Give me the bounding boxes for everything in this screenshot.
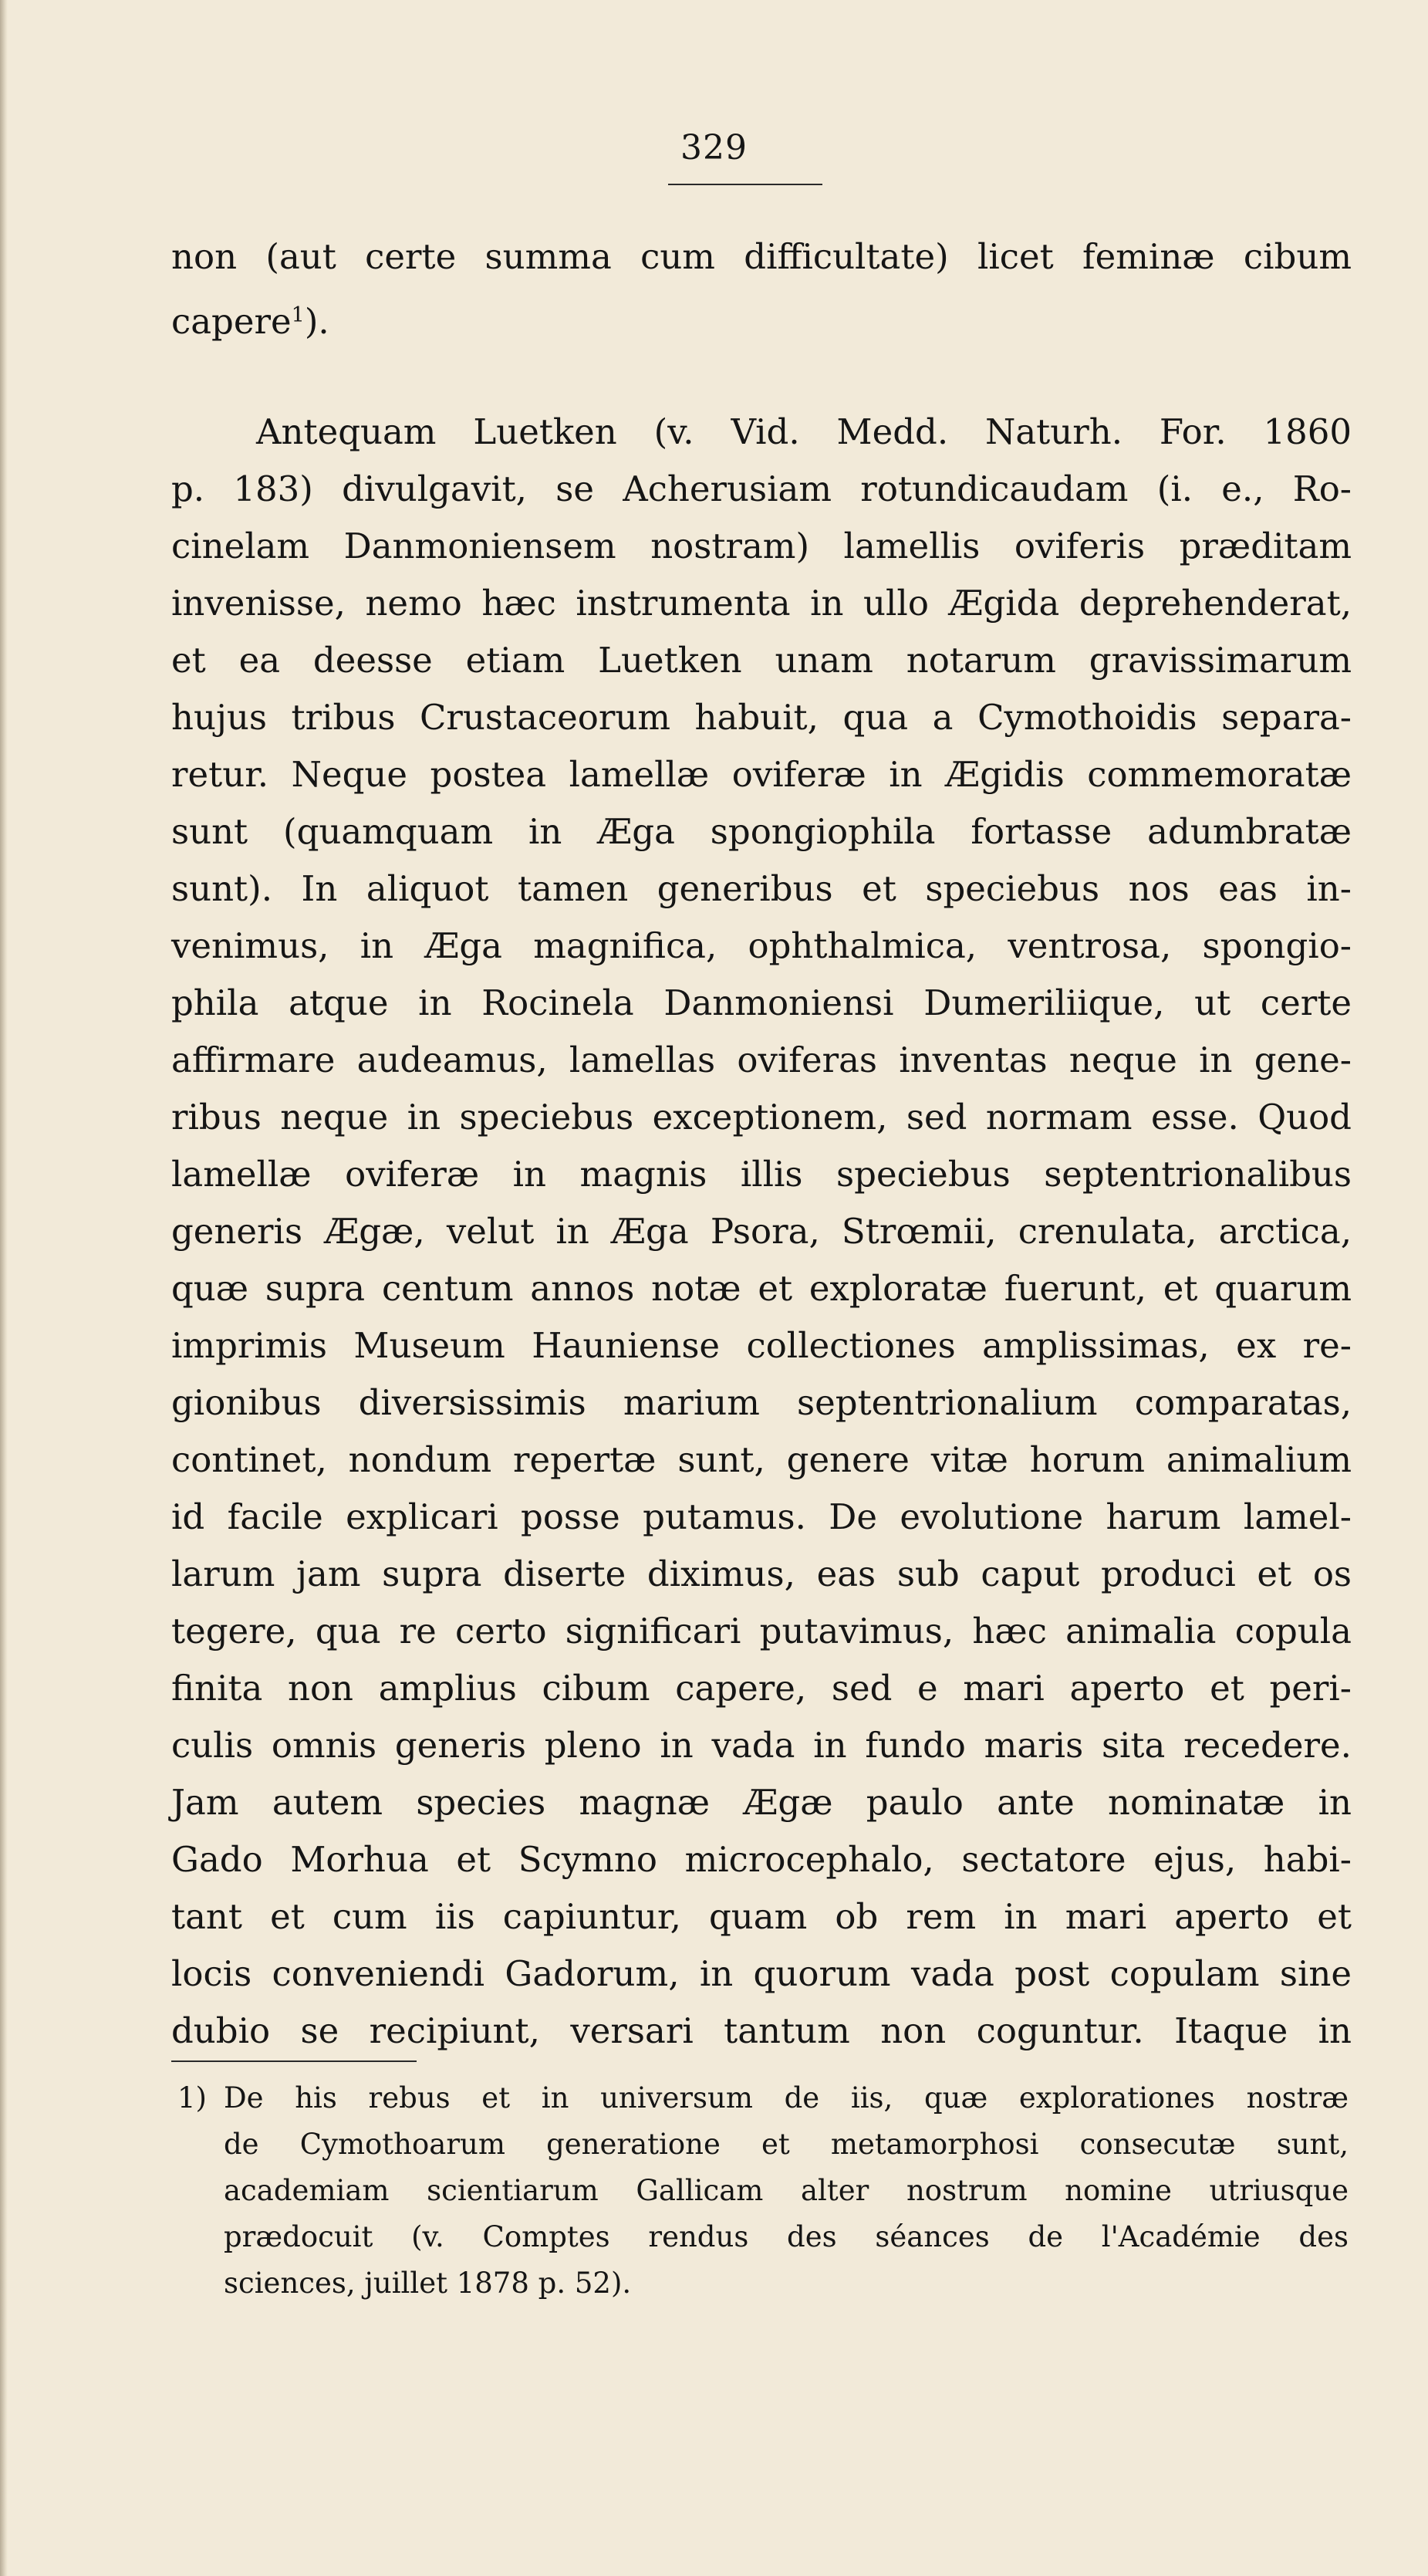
text-line: tegere, qua re certo significari putavimus, hæc animalia copula [171,1611,1352,1651]
text-line: invenisse, nemo hæc instrumenta in ullo Ægida deprehenderat, [171,583,1352,624]
text-line: p. 183) divulgavit, se Acherusiam rotundicaudam (i. e., Ro- [171,468,1352,509]
text-line: hujus tribus Crustaceorum habuit, qua a Cymothoidis separa- [171,697,1352,738]
footnote-line: academiam scientiarum Gallicam alter nostrum nomine utriusque [224,2174,1349,2207]
text-line: lamellæ oviferæ in magnis illis speciebus septentrionalibus [171,1154,1352,1195]
text-line: locis conveniendi Gadorum, in quorum vada post copulam sine [171,1953,1352,1994]
text-fragment: capere [171,301,292,342]
text-fragment: ). [304,301,329,342]
text-line: sunt). In aliquot tamen generibus et speciebus nos eas in- [171,868,1352,909]
text-line-indented: Antequam Luetken (v. Vid. Medd. Naturh. For. 1860 [256,411,1352,452]
text-line: non (aut certe summa cum difficultate) licet feminæ cibum [171,236,1352,277]
text-line: continet, nondum repertæ sunt, genere vitæ horum animalium [171,1439,1352,1480]
text-line: phila atque in Rocinela Danmoniensi Dumeriliique, ut certe [171,982,1352,1023]
text-line: generis Ægæ, velut in Æga Psora, Strœmii, crenulata, arctica, [171,1211,1352,1252]
footnote-marker: 1) [177,2081,207,2115]
text-line: imprimis Museum Hauniense collectiones amplissimas, ex re- [171,1325,1352,1366]
text-line: culis omnis generis pleno in vada in fundo maris sita recedere. [171,1725,1352,1766]
text-line [171,300,1352,343]
text-line: dubio se recipiunt, versari tantum non coguntur. Itaque in [171,2010,1352,2051]
text-line: gionibus diversissimis marium septentrionalium comparatas, [171,1382,1352,1423]
page-number: 329 [680,128,748,167]
text-line: sunt (quamquam in Æga spongiophila fortasse adumbratæ [171,811,1352,852]
text-line: affirmare audeamus, lamellas oviferas inventas neque in gene- [171,1040,1352,1080]
footnote-rule [171,2060,417,2062]
text-line: et ea deesse etiam Luetken unam notarum gravissimarum [171,640,1352,681]
text-line: quæ supra centum annos notæ et exploratæ fuerunt, et quarum [171,1268,1352,1309]
text-line: Gado Morhua et Scymno microcephalo, sectatore ejus, habi- [171,1839,1352,1880]
footnote-line: de Cymothoarum generatione et metamorphosi consecutæ sunt, [224,2128,1349,2161]
text-line: venimus, in Æga magnifica, ophthalmica, ventrosa, spongio- [171,925,1352,966]
text-line: Jam autem species magnæ Ægæ paulo ante nominatæ in [171,1782,1352,1823]
text-line: retur. Neque postea lamellæ oviferæ in Ægidis commemoratæ [171,754,1352,795]
text-line: finita non amplius cibum capere, sed e mari aperto et peri- [171,1668,1352,1709]
footnote-reference: 1 [291,303,305,328]
page-edge [0,0,8,2576]
footnote-line: De his rebus et in universum de iis, quæ explorationes nostræ [224,2081,1349,2115]
text-line: tant et cum iis capiuntur, quam ob rem in mari aperto et [171,1896,1352,1937]
footnote-line: prædocuit (v. Comptes rendus des séances de l'Académie des [224,2220,1349,2253]
text-line: ribus neque in speciebus exceptionem, sed normam esse. Quod [171,1097,1352,1138]
text-line: larum jam supra diserte diximus, eas sub caput produci et os [171,1553,1352,1594]
text-line: cinelam Danmoniensem nostram) lamellis oviferis præditam [171,526,1352,566]
text-line: id facile explicari posse putamus. De evolutione harum lamel- [171,1496,1352,1537]
page-number-rule [668,184,822,185]
footnote-line: sciences, juillet 1878 p. 52). [224,2267,632,2300]
